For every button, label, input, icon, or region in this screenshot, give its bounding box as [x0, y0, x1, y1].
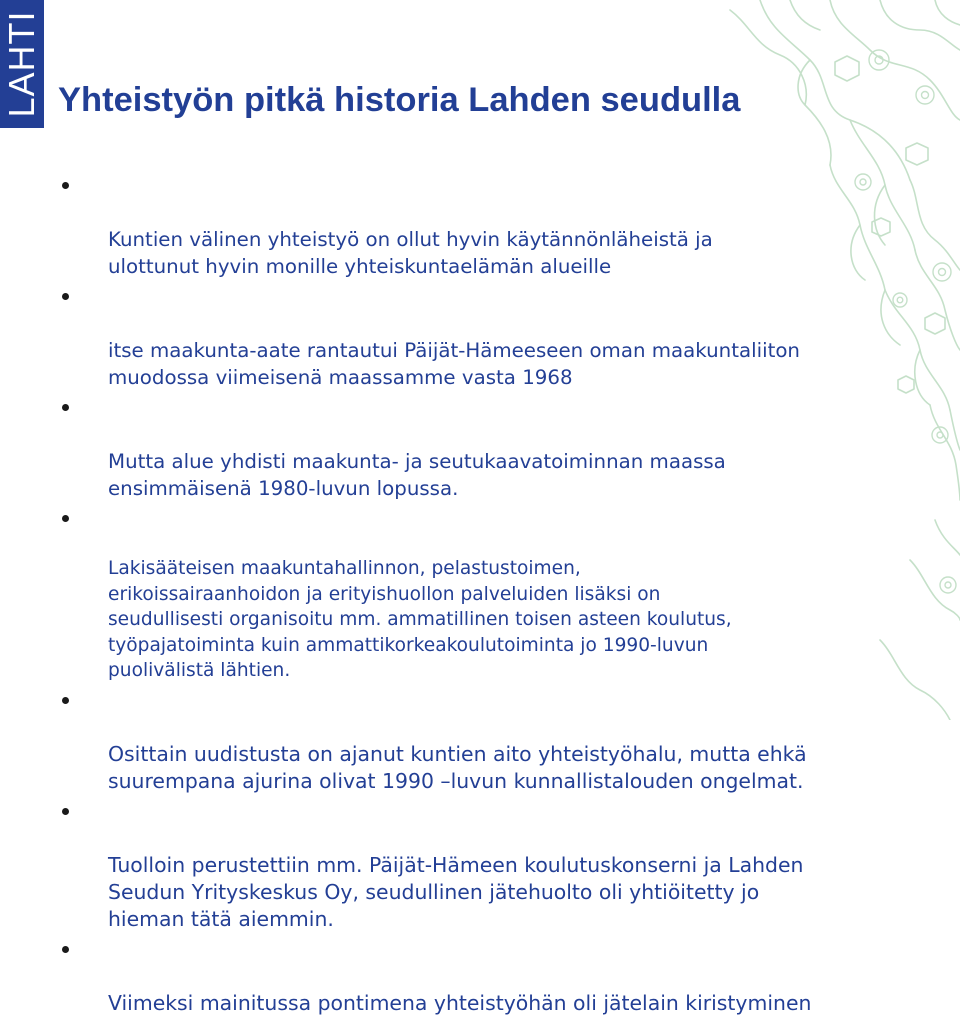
- lahti-logo-bar: [0, 0, 44, 128]
- bullet-text: Lakisääteisen maakuntahallinnon, pelastustoimen, erikoissairaanhoidon ja erityishuollon palveluiden lisäksi on seudullisesti organisoitu mm. ammatillinen toisen asteen koulutus, työpajatoiminta kuin ammattikorkeakoulutoiminta jo 1990-luvun puolivälistä lähtien.: [108, 558, 732, 681]
- bullet-text: Kuntien välinen yhteistyö on ollut hyvin käytännönläheistä ja ulottunut hyvin monille yhteiskuntaelämän alueille: [108, 228, 713, 278]
- bullet-point-icon: [62, 808, 69, 815]
- lahti-logo-text: LAHTI: [1, 10, 42, 118]
- bullet-point-icon: [62, 946, 69, 953]
- bullet-text: Tuolloin perustettiin mm. Päijät-Hämeen koulutuskonserni ja Lahden Seudun Yrityskeskus Oy, seudullinen jätehuolto oli yhtiöitetty jo hieman tätä aiemmin.: [108, 852, 804, 931]
- bullet-item: [58, 172, 938, 280]
- bullet-list: [58, 172, 938, 1020]
- bullet-item: [58, 394, 938, 502]
- bullet-text: Mutta alue yhdisti maakunta- ja seutukaavatoiminnan maassa ensimmäisenä 1980-luvun lopussa.: [108, 450, 726, 500]
- bullet-point-icon: [62, 293, 69, 300]
- bullet-item: [58, 505, 938, 684]
- bullet-text: Osittain uudistusta on ajanut kuntien aito yhteistyöhalu, mutta ehkä suurempana ajurina olivat 1990 –luvun kunnallistalouden ongelmat.: [108, 741, 807, 793]
- bullet-item: [58, 687, 938, 795]
- bullet-text: itse maakunta-aate rantautui Päijät-Hämeeseen oman maakuntaliiton muodossa viimeisenä maassamme vasta 1968: [108, 339, 800, 389]
- bullet-point-icon: [62, 697, 69, 704]
- bullet-point-icon: [62, 404, 69, 411]
- bullet-item: [58, 936, 938, 1017]
- bullet-point-icon: [62, 515, 69, 522]
- bullet-item: [58, 798, 938, 933]
- slide-title: Yhteistyön pitkä historia Lahden seudulla: [58, 81, 741, 119]
- bullet-text: Viimeksi mainitussa pontimena yhteistyöhän oli jätelain kiristyminen: [108, 990, 812, 1015]
- bullet-item: [58, 283, 938, 391]
- bullet-point-icon: [62, 182, 69, 189]
